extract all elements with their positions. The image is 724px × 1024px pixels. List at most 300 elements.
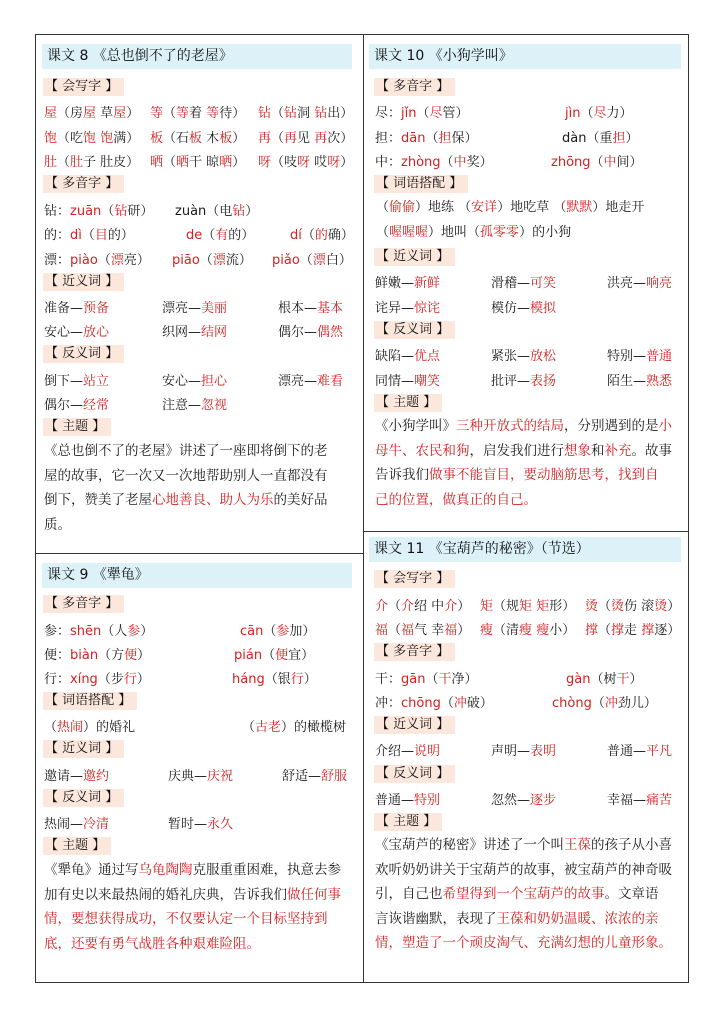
highlight-text: 再 <box>284 131 298 146</box>
text-segment: （ <box>591 696 605 711</box>
highlight-text: 屋 <box>83 106 97 121</box>
text-segment: ） <box>136 672 150 687</box>
l10-col-label: 【 词语搭配 】 <box>374 175 468 193</box>
highlight-text: 介 <box>444 599 458 614</box>
l10-poly-item <box>375 127 478 146</box>
highlight-text: 呀 <box>327 155 341 170</box>
highlight-text: de <box>186 228 203 243</box>
text-segment: ）的小狗 <box>519 225 572 240</box>
highlight-text: 呀 <box>297 155 311 170</box>
highlight-text: 古老 <box>255 720 282 735</box>
text-segment: 《宝葫芦的秘密》讲述了一个叫 <box>375 837 564 853</box>
l8-write-row <box>44 151 139 170</box>
text-segment: 忽然— <box>491 793 531 808</box>
l10-syn-item <box>607 272 672 291</box>
highlight-text: 美丽 <box>201 301 228 316</box>
text-segment: （ <box>598 623 612 638</box>
text-segment: 行： <box>44 672 71 687</box>
text-segment: （ <box>590 155 604 170</box>
highlight-text: 响亮 <box>646 276 673 291</box>
l8-poly-item <box>186 224 254 243</box>
text-segment: 管） <box>442 106 469 121</box>
text-segment: 漂亮— <box>162 301 202 316</box>
l11-write-row <box>480 595 575 614</box>
highlight-text: 瘦 <box>480 623 494 638</box>
l10-ant-item <box>375 345 440 364</box>
highlight-text: 站立 <box>83 374 110 389</box>
highlight-text: 参 <box>127 624 141 639</box>
text-segment: 绍 中 <box>414 599 445 614</box>
text-segment: 注意— <box>162 398 202 413</box>
text-segment: 气 幸 <box>414 623 445 638</box>
highlight-text: 经常 <box>83 398 110 413</box>
highlight-text: 冲 <box>604 696 618 711</box>
text-segment: 次） <box>327 131 354 146</box>
text-segment: （吱 <box>271 155 298 170</box>
l9-poly-label: 【 多音字 】 <box>43 595 124 613</box>
text-segment: （ <box>242 720 256 735</box>
text-segment: ） <box>667 599 681 614</box>
highlight-text: chòng <box>552 696 592 711</box>
highlight-text: 痛苦 <box>646 793 673 808</box>
text-segment: 的） <box>107 228 134 243</box>
text-segment: 担： <box>375 131 402 146</box>
text-segment: ）地吃草 （ <box>497 200 567 215</box>
text-segment: ） <box>340 155 354 170</box>
l10-syn-item <box>491 272 556 291</box>
highlight-text: dān <box>401 131 426 146</box>
highlight-text: zhòng <box>401 155 441 170</box>
text-segment: 走 <box>624 623 642 638</box>
highlight-text: 担心 <box>201 374 228 389</box>
highlight-text: 撑 <box>611 623 625 638</box>
text-segment: 净） <box>451 672 478 687</box>
text-segment: （规 <box>493 599 520 614</box>
highlight-text: 晒 <box>176 155 190 170</box>
l8-write-row <box>150 102 245 121</box>
text-segment: 哎 <box>310 155 328 170</box>
l9-poly-item <box>44 644 150 663</box>
l9-theme-text <box>44 858 356 956</box>
highlight-text: 特别 <box>414 793 441 808</box>
text-segment: ） <box>232 131 246 146</box>
text-segment: （树 <box>590 672 617 687</box>
l8-theme-label: 【 主题 】 <box>43 418 111 436</box>
highlight-text: háng <box>232 672 265 687</box>
l9-col-label: 【 词语搭配 】 <box>43 692 137 710</box>
text-segment: （ <box>57 155 71 170</box>
l10-ant-label: 【 反义词 】 <box>374 321 455 339</box>
text-segment: 的孩子从小喜 <box>591 837 672 853</box>
l8-write-row <box>258 151 353 170</box>
l8-poly-item <box>44 249 150 268</box>
text-segment: 研） <box>127 204 154 219</box>
highlight-text: 目 <box>94 228 108 243</box>
text-segment: 《小狗学叫》 <box>375 418 456 434</box>
highlight-text: 干 <box>616 672 630 687</box>
text-segment: （方 <box>98 648 125 663</box>
highlight-text: 福 <box>401 623 415 638</box>
l9-syn-item <box>282 765 347 784</box>
text-segment: ）地走开 <box>592 200 645 215</box>
highlight-text: 普通 <box>646 349 673 364</box>
highlight-text: 心地善良、助人为乐 <box>152 492 274 508</box>
highlight-text: 舒服 <box>321 769 348 784</box>
l10-syn-item <box>375 297 440 316</box>
text-segment: （ <box>376 225 390 240</box>
l8-ant-item <box>162 370 227 389</box>
text-segment: 保） <box>451 131 478 146</box>
highlight-text: 饱 <box>100 131 114 146</box>
highlight-text: 基本 <box>317 301 344 316</box>
text-segment: 伤 滚 <box>624 599 655 614</box>
text-line <box>375 833 687 858</box>
text-segment: 干： <box>375 672 402 687</box>
highlight-text: piào <box>70 253 98 268</box>
text-line <box>375 931 687 956</box>
highlight-text: 新鲜 <box>414 276 441 291</box>
left-section-divider <box>35 553 364 554</box>
text-segment: 声明— <box>491 744 531 759</box>
text-segment: 引，自己也 <box>375 886 443 902</box>
highlight-text: 可笑 <box>530 276 557 291</box>
text-segment: ） <box>457 599 471 614</box>
text-segment: （ <box>163 106 177 121</box>
text-segment: ，启发我们进行 <box>469 442 564 459</box>
text-segment: 加有史以来最热闹的婚礼庆典，告诉我们 <box>44 886 287 903</box>
highlight-text: 中 <box>603 155 617 170</box>
highlight-text: 王葆 <box>564 837 591 853</box>
text-segment: 形） <box>549 599 576 614</box>
text-segment: 冲： <box>375 696 402 711</box>
lesson-11-title: 课文 11 《宝葫芦的秘密》（节选） <box>369 537 681 562</box>
text-segment: 的） <box>228 228 255 243</box>
highlight-text: 行 <box>290 672 304 687</box>
highlight-text: 乌龟陶陶 <box>138 862 193 878</box>
l9-syn-label: 【 近义词 】 <box>43 740 124 758</box>
l10-poly-item <box>375 102 469 121</box>
highlight-text: 屋 <box>113 106 127 121</box>
l9-col-item <box>44 716 135 735</box>
l10-ant-item <box>607 370 672 389</box>
highlight-text: piāo <box>172 253 200 268</box>
l11-syn-item <box>491 740 556 759</box>
highlight-text: 冲 <box>453 696 467 711</box>
l8-ant-item <box>44 394 109 413</box>
highlight-text: 惊诧 <box>414 301 441 316</box>
right-section-divider <box>363 531 689 532</box>
l11-write-row <box>375 595 470 614</box>
highlight-text: zhōng <box>551 155 591 170</box>
text-line <box>375 882 687 907</box>
highlight-text: 冷清 <box>83 817 110 832</box>
text-segment: （ <box>598 599 612 614</box>
text-line <box>375 907 687 932</box>
l9-poly-item <box>234 644 314 663</box>
text-segment: 普通— <box>607 744 647 759</box>
text-segment: 见 <box>297 131 315 146</box>
l8-syn-item <box>44 297 109 316</box>
highlight-text: chōng <box>401 696 441 711</box>
text-line <box>44 907 356 932</box>
highlight-text: 放心 <box>83 325 110 340</box>
highlight-text: 饱 <box>44 131 58 146</box>
text-segment: （ <box>44 720 58 735</box>
highlight-text: 烫 <box>585 599 599 614</box>
highlight-text: 漂 <box>212 253 226 268</box>
column-divider <box>363 34 364 983</box>
text-segment: 质。 <box>44 516 71 533</box>
text-segment: 便： <box>44 648 71 663</box>
text-line <box>375 488 685 513</box>
text-segment: 欢听奶奶讲关于宝葫芦的故事，被宝葫芦的神奇吸 <box>375 861 672 878</box>
highlight-text: 做事不能盲目，要动脑筋思考，找到自 <box>429 467 659 483</box>
text-segment: （ <box>163 155 177 170</box>
text-segment: 和 <box>591 442 605 459</box>
text-line <box>44 858 356 883</box>
text-segment: （ <box>376 200 390 215</box>
text-segment: ） <box>303 672 317 687</box>
highlight-text: 饱 <box>83 131 97 146</box>
highlight-text: 做任何事 <box>287 886 341 903</box>
highlight-text: 尽 <box>429 106 443 121</box>
text-segment: 钻： <box>44 204 71 219</box>
text-segment: 准备— <box>44 301 84 316</box>
l10-ant-item <box>491 345 556 364</box>
highlight-text: 肚 <box>70 155 84 170</box>
text-segment: 中： <box>375 155 402 170</box>
highlight-text: 模拟 <box>530 301 557 316</box>
l11-write-row <box>585 595 680 614</box>
text-line <box>375 439 685 464</box>
highlight-text: 预备 <box>83 301 110 316</box>
highlight-text: 肚 <box>44 155 58 170</box>
text-segment: 同情— <box>375 374 415 389</box>
highlight-text: 矩 <box>519 599 533 614</box>
l8-syn-item <box>162 321 227 340</box>
highlight-text: 瘦 <box>519 623 533 638</box>
text-segment: 根本— <box>278 301 318 316</box>
highlight-text: 参 <box>276 624 290 639</box>
text-line <box>375 858 687 883</box>
text-segment: 确） <box>327 228 354 243</box>
highlight-text: 撑 <box>585 623 599 638</box>
highlight-text: 钻 <box>314 106 328 121</box>
text-segment: 干 晾 <box>189 155 220 170</box>
l11-poly-label: 【 多音字 】 <box>374 643 455 661</box>
l8-syn-label: 【 近义词 】 <box>43 273 124 291</box>
text-segment: dàn（重 <box>562 131 613 146</box>
l8-syn-item <box>162 297 227 316</box>
highlight-text: shēn <box>70 624 102 639</box>
text-segment: 幸福— <box>607 793 647 808</box>
text-line <box>375 414 685 439</box>
l11-poly-item <box>566 668 643 687</box>
highlight-text: 喔喔喔 <box>389 225 429 240</box>
l8-write-row <box>44 127 139 146</box>
highlight-text: 钻 <box>258 106 272 121</box>
text-line <box>376 220 686 245</box>
l11-write-label: 【 会写字 】 <box>374 570 455 588</box>
highlight-text: 板 <box>189 131 203 146</box>
highlight-text: 补充 <box>604 442 632 459</box>
text-segment: （房 <box>57 106 84 121</box>
highlight-text: 己的位置，做真正的自己。 <box>375 491 537 508</box>
highlight-text: 结网 <box>201 325 228 340</box>
text-segment: （步 <box>97 672 124 687</box>
text-segment: 批评— <box>491 374 531 389</box>
l11-poly-item <box>552 692 657 711</box>
highlight-text: 行 <box>123 672 137 687</box>
text-segment: 缺陷— <box>375 349 415 364</box>
highlight-text: 邀约 <box>83 769 110 784</box>
text-segment: 参： <box>44 624 71 639</box>
text-segment: 特别— <box>607 349 647 364</box>
text-line <box>44 464 356 489</box>
highlight-text: 板 <box>150 131 164 146</box>
highlight-text: 等 <box>150 106 164 121</box>
text-segment: 屋的故事，它一次又一次地帮助别人一直都没有 <box>44 467 328 484</box>
l10-ant-item <box>375 370 440 389</box>
l10-poly-item <box>565 102 633 121</box>
text-segment: 暂时— <box>168 817 208 832</box>
text-segment: 。文章语 <box>604 886 659 902</box>
highlight-text: 母牛、农民和狗 <box>375 442 470 459</box>
l9-theme-label: 【 主题 】 <box>43 837 111 855</box>
highlight-text: 忽视 <box>201 398 228 413</box>
text-segment: 木 <box>202 131 220 146</box>
text-segment: ） <box>245 204 259 219</box>
text-segment: 小） <box>549 623 576 638</box>
text-segment: 织网— <box>162 325 202 340</box>
text-segment: （ <box>440 155 454 170</box>
highlight-text: 烫 <box>611 599 625 614</box>
l8-poly-item <box>44 200 153 219</box>
text-segment: 普通— <box>375 793 415 808</box>
text-segment: 逐） <box>654 623 681 638</box>
highlight-text: 默默 <box>566 200 593 215</box>
highlight-text: biàn <box>70 648 99 663</box>
highlight-text: 逐步 <box>530 793 557 808</box>
text-segment: 宜） <box>288 648 315 663</box>
l8-poly-item <box>290 224 354 243</box>
l9-syn-item <box>44 765 109 784</box>
l9-syn-item <box>168 765 233 784</box>
text-segment: 劲儿） <box>617 696 657 711</box>
text-segment: 庆典— <box>168 769 208 784</box>
highlight-text: 晒 <box>219 155 233 170</box>
text-segment: zuàn（电 <box>175 204 233 219</box>
highlight-text: 漂 <box>312 253 326 268</box>
l8-syn-item <box>278 321 343 340</box>
l8-ant-item <box>44 370 109 389</box>
text-line <box>44 932 356 957</box>
text-segment: （ <box>101 204 115 219</box>
text-segment: ） <box>457 623 471 638</box>
text-segment: 待） <box>219 106 246 121</box>
highlight-text: piǎo <box>272 253 300 268</box>
text-segment: （ <box>388 599 402 614</box>
l8-ant-label: 【 反义词 】 <box>43 345 124 363</box>
highlight-text: 介 <box>401 599 415 614</box>
text-segment: 加） <box>289 624 316 639</box>
l8-poly-item <box>44 224 134 243</box>
highlight-text: 烫 <box>654 599 668 614</box>
text-segment: 陌生— <box>607 374 647 389</box>
text-segment: ）的婚礼 <box>83 720 136 735</box>
l11-ant-label: 【 反义词 】 <box>374 765 455 783</box>
highlight-text: 钻 <box>114 204 128 219</box>
text-segment: ） <box>137 648 151 663</box>
text-line <box>44 488 356 513</box>
text-segment: 的美好品 <box>273 492 328 508</box>
text-segment: 倒下— <box>44 374 84 389</box>
highlight-text: 孤零零 <box>480 225 520 240</box>
text-segment: 克服重重困难，执意去参 <box>192 862 341 878</box>
text-segment: 诧异— <box>375 301 415 316</box>
l11-ant-item <box>607 789 672 808</box>
highlight-text: 表扬 <box>530 374 557 389</box>
highlight-text: pián <box>234 648 263 663</box>
highlight-text: 的 <box>314 228 328 243</box>
highlight-text: 希望得到一个宝葫芦的故事 <box>442 886 605 902</box>
highlight-text: xíng <box>70 672 98 687</box>
highlight-text: 底，还要有勇气战胜各种艰难险阻。 <box>44 935 260 952</box>
l11-theme-text <box>375 833 687 956</box>
highlight-text: 担 <box>612 131 626 146</box>
highlight-text: 偶然 <box>317 325 344 340</box>
l10-poly-item <box>375 151 493 170</box>
l8-write-row <box>150 127 245 146</box>
highlight-text: 优点 <box>414 349 441 364</box>
l8-ant-item <box>162 394 227 413</box>
text-segment: 流） <box>225 253 252 268</box>
text-segment: （ <box>301 228 315 243</box>
l10-ant-item <box>491 370 556 389</box>
l10-syn-item <box>375 272 440 291</box>
l11-poly-item <box>375 668 478 687</box>
text-segment: 奖） <box>466 155 493 170</box>
text-segment: ） <box>140 624 154 639</box>
highlight-text: 瘦 <box>536 623 550 638</box>
highlight-text: 小 <box>658 418 672 434</box>
highlight-text: 庆祝 <box>207 769 234 784</box>
l8-write-row <box>258 102 353 121</box>
l8-syn-item <box>278 297 343 316</box>
text-segment: 《总也倒不了的老屋》讲述了一座即将倒下的老 <box>44 443 328 459</box>
highlight-text: 永久 <box>207 817 234 832</box>
l11-write-row <box>375 619 470 638</box>
highlight-text: 说明 <box>414 744 441 759</box>
lesson-9-title: 课文 9 《犟龟》 <box>42 563 352 588</box>
highlight-text: 撑 <box>641 623 655 638</box>
highlight-text: 嘲笑 <box>414 374 441 389</box>
text-segment: ） <box>629 672 643 687</box>
l9-ant-label: 【 反义词 】 <box>43 789 124 807</box>
highlight-text: 福 <box>444 623 458 638</box>
l11-syn-item <box>375 740 440 759</box>
l10-syn-label: 【 近义词 】 <box>374 248 455 266</box>
text-segment: ） <box>625 131 639 146</box>
text-line <box>376 195 686 220</box>
text-line <box>375 463 685 488</box>
l9-ant-item <box>44 813 109 832</box>
highlight-text: 放松 <box>530 349 557 364</box>
l10-poly-label: 【 多音字 】 <box>374 78 455 96</box>
l8-poly-item <box>272 249 352 268</box>
l11-poly-item <box>375 692 493 711</box>
text-segment: （ <box>425 131 439 146</box>
